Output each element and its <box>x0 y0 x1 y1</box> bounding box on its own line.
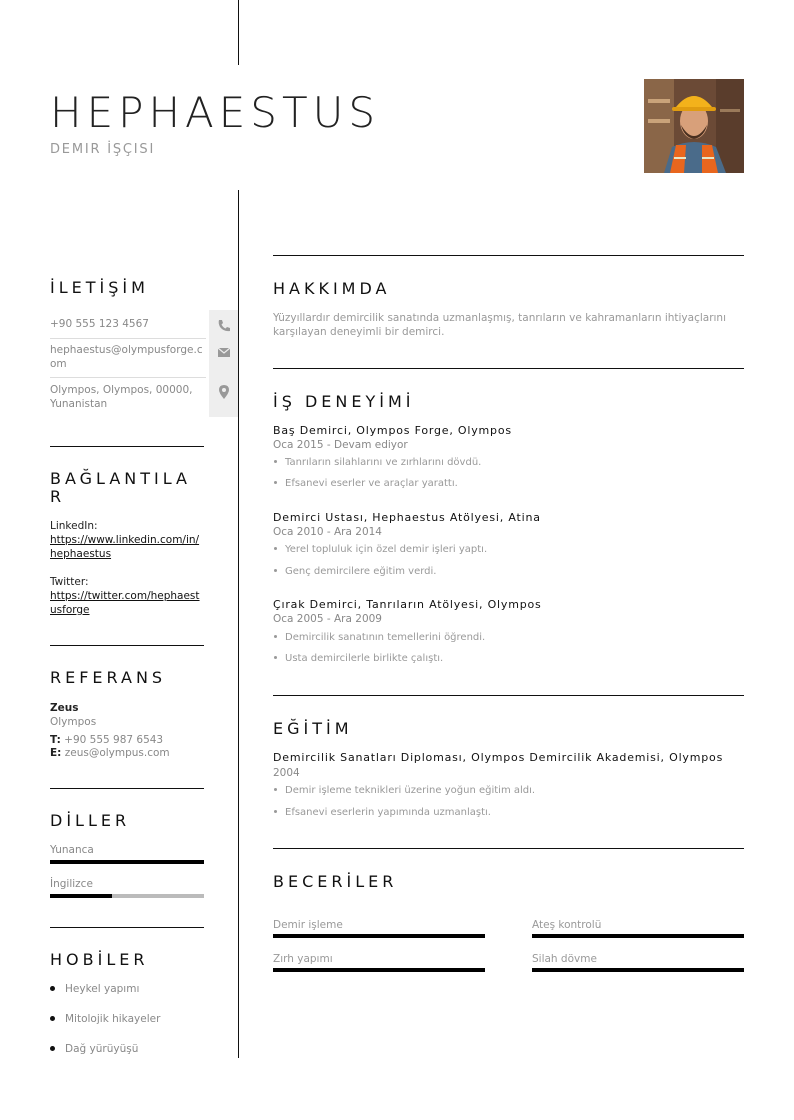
section-divider <box>50 645 204 646</box>
linkedin-link[interactable]: https://www.linkedin.com/in/hephaestus <box>50 534 200 560</box>
links-heading: BAĞLANTILAR <box>50 469 191 506</box>
skill-name: Ateş kontrolü <box>532 919 602 931</box>
experience-job-title: Demirci Ustası, Hephaestus Atölyesi, Atina <box>273 511 541 524</box>
hobby-item: Heykel yapımı <box>50 983 139 995</box>
section-divider <box>50 927 204 928</box>
experience-job-title: Baş Demirci, Olympos Forge, Olympos <box>273 424 512 437</box>
skill-name: Zırh yapımı <box>273 953 333 965</box>
contact-separator <box>50 338 206 339</box>
language-level-fill <box>50 860 204 864</box>
hobby-item: Dağ yürüyüşü <box>50 1043 138 1055</box>
skill-level-bar <box>273 934 485 938</box>
twitter-link[interactable]: https://twitter.com/hephaestusforge <box>50 590 200 616</box>
mail-icon <box>216 344 232 360</box>
section-divider <box>273 255 744 256</box>
skill-level-bar <box>273 968 485 972</box>
skill-level-bar <box>532 934 744 938</box>
education-year: 2004 <box>273 767 300 779</box>
reference-email[interactable]: zeus@olympus.com <box>64 747 170 759</box>
experience-bullet: Yerel topluluk için özel demir işleri yaptı. <box>273 544 487 555</box>
section-divider <box>273 695 744 696</box>
languages-heading: DİLLER <box>50 811 131 830</box>
section-divider <box>273 848 744 849</box>
resume-job-title: DEMIR İŞÇISI <box>50 142 156 157</box>
skills-heading: BECERİLER <box>273 872 398 891</box>
language-level-bar <box>50 860 204 864</box>
phone-icon <box>216 318 232 334</box>
experience-job-date: Oca 2015 - Devam ediyor <box>273 439 408 451</box>
skill-name: Silah dövme <box>532 953 597 965</box>
top-divider-line <box>238 0 239 65</box>
section-divider <box>50 446 204 447</box>
reference-location: Olympos <box>50 716 97 728</box>
section-divider <box>50 788 204 789</box>
twitter-label: Twitter: <box>50 576 89 588</box>
contact-email[interactable]: hephaestus@olympusforge.com <box>50 344 203 370</box>
bullet-icon <box>50 986 55 991</box>
contact-address: Olympos, Olympos, 00000, Yunanistan <box>50 384 193 410</box>
references-heading: REFERANS <box>50 668 167 687</box>
language-level-fill <box>50 894 112 898</box>
bullet-icon <box>50 1046 55 1051</box>
contact-separator <box>50 377 206 378</box>
linkedin-label: LinkedIn: <box>50 520 98 532</box>
experience-bullet: Tanrıların silahlarını ve zırhlarını dövdü. <box>273 457 481 468</box>
education-title: Demircilik Sanatları Diploması, Olympos Demircilik Akademisi, Olympos <box>273 751 724 764</box>
experience-heading: İŞ DENEYİMİ <box>273 392 415 411</box>
contact-phone[interactable]: +90 555 123 4567 <box>50 318 149 330</box>
education-heading: EĞİTİM <box>273 719 353 738</box>
experience-bullet: Efsanevi eserler ve araçlar yarattı. <box>273 478 458 489</box>
experience-job-title: Çırak Demirci, Tanrıların Atölyesi, Olympos <box>273 598 542 611</box>
profile-photo <box>644 79 744 173</box>
hobby-item: Mitolojik hikayeler <box>50 1013 160 1025</box>
education-bullet: Demir işleme teknikleri üzerine yoğun eğitim aldı. <box>273 785 535 796</box>
experience-bullet: Genç demircilere eğitim verdi. <box>273 566 436 577</box>
experience-job-date: Oca 2010 - Ara 2014 <box>273 526 382 538</box>
resume-name: HEPHAESTUS <box>50 88 381 137</box>
language-name: İngilizce <box>50 878 93 890</box>
experience-bullet: Demircilik sanatının temellerini öğrendi. <box>273 632 485 643</box>
reference-phone[interactable]: +90 555 987 6543 <box>64 734 164 746</box>
reference-phone-label: T: <box>50 734 61 746</box>
experience-bullet: Usta demircilerle birlikte çalıştı. <box>273 653 443 664</box>
contact-heading: İLETİŞİM <box>50 278 149 297</box>
section-divider <box>273 368 744 369</box>
location-pin-icon <box>216 384 232 400</box>
language-name: Yunanca <box>50 844 94 856</box>
language-level-bar <box>50 894 204 898</box>
reference-name: Zeus <box>50 702 79 714</box>
about-heading: HAKKIMDA <box>273 279 391 298</box>
reference-email-label: E: <box>50 747 62 759</box>
bullet-icon <box>50 1016 55 1021</box>
hobbies-heading: HOBİLER <box>50 950 149 969</box>
contact-icon-strip <box>209 310 238 417</box>
about-text: Yüzyıllardır demircilik sanatında uzmanlaşmış, tanrıların ve kahramanların ihtiyaçlarını karşılayan deneyimli bir demirci. <box>273 312 727 338</box>
skill-level-bar <box>532 968 744 972</box>
education-bullet: Efsanevi eserlerin yapımında uzmanlaştı. <box>273 807 491 818</box>
column-divider-line <box>238 190 239 1058</box>
reference-email-row <box>50 746 210 760</box>
reference-phone-row <box>50 733 210 747</box>
experience-job-date: Oca 2005 - Ara 2009 <box>273 613 382 625</box>
skill-name: Demir işleme <box>273 919 343 931</box>
